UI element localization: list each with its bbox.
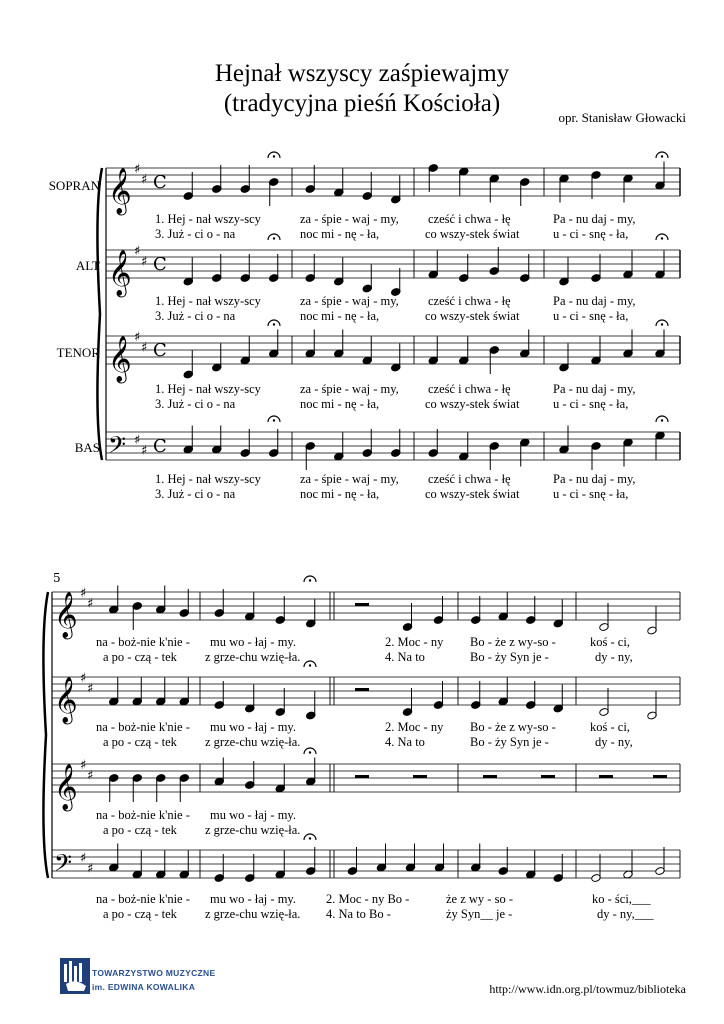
- lyric-s2-bass-v3-m5: dy - ny,___: [597, 907, 654, 921]
- lyric-s1-alto-v1-m1: 1. Hej - nał wszy-scy: [155, 294, 261, 308]
- half-rest-icon: [355, 603, 369, 606]
- lyric-s2-tenor-v3-m1: a po - czą - tek: [103, 823, 177, 837]
- lyric-s2-alto-v1-m5: koś - ci,: [590, 720, 630, 734]
- key-sharp-icon: ♯: [87, 681, 94, 697]
- measure-number: 5: [53, 571, 61, 585]
- lyric-s2-tenor-v1-m1: na - boż-nie k'nie -: [96, 808, 190, 822]
- title-line-1: Hejnał wszyscy zaśpiewajmy: [214, 60, 510, 87]
- key-sharp-icon: ♯: [87, 768, 94, 784]
- lyric-s1-alto-v1-m2: za - śpie - waj - my,: [300, 294, 399, 308]
- lyric-s1-tenor-v3-m3: co wszy-stek świat: [425, 397, 520, 411]
- lyric-s2-bass-v3-m1: a po - czą - tek: [103, 907, 177, 921]
- lyric-s2-soprano-v1-m3: 2. Moc - ny: [385, 635, 444, 649]
- lyric-s2-bass-v1-m4: że z wy - so -: [446, 892, 513, 906]
- lyric-s2-alto-v1-m4: Bo - że z wy-so -: [470, 720, 556, 734]
- lyric-s1-bass-v1-m4: Pa - nu daj - my,: [553, 472, 636, 486]
- lyric-s1-tenor-v1-m2: za - śpie - waj - my,: [300, 382, 399, 396]
- lyric-s2-bass-v3-m3: 4. Na to Bo -: [326, 907, 391, 921]
- lyric-s1-soprano-v1-m4: Pa - nu daj - my,: [553, 212, 636, 226]
- key-sharp-icon: ♯: [80, 671, 87, 686]
- lyric-s1-tenor-v3-m4: u - ci - snę - ła,: [553, 397, 629, 411]
- lyric-s2-alto-v3-m2: z grze-chu wzię-ła.: [205, 735, 301, 749]
- system-bracket: [43, 592, 48, 878]
- lyric-s1-soprano-v3-m1: 3. Już - ci o - na: [155, 227, 236, 241]
- key-sharp-icon: ♯: [87, 596, 94, 612]
- lyric-s2-soprano-v1-m5: koś - ci,: [590, 635, 630, 649]
- lyric-s2-soprano-v3-m2: z grze-chu wzię-ła.: [205, 650, 301, 664]
- time-signature: C: [153, 436, 167, 457]
- lyric-s1-alto-v3-m4: u - ci - snę - ła,: [553, 309, 629, 323]
- footer-url-link[interactable]: http://www.idn.org.pl/towmuz/biblioteka: [489, 982, 686, 996]
- organ-pipes-icon: [60, 958, 90, 994]
- lyric-s2-alto-v3-m1: a po - czą - tek: [103, 735, 177, 749]
- treble-clef-icon: 𝄞: [54, 592, 78, 638]
- lyric-s2-bass-v1-m1: na - boż-nie k'nie -: [96, 892, 190, 906]
- lyric-s2-soprano-v1-m1: na - boż-nie k'nie -: [96, 635, 190, 649]
- fermata-dot: [273, 155, 275, 157]
- treble-clef-icon: 𝄞: [108, 336, 132, 382]
- voice-label-bass: BAS: [74, 440, 100, 455]
- logo-line-2: im. EDWINA KOWALIKA: [92, 982, 196, 992]
- lyric-s2-bass-v1-m2: mu wo - łaj - my.: [210, 892, 296, 906]
- fermata-dot: [273, 419, 275, 421]
- key-sharp-icon: ♯: [134, 162, 141, 177]
- logo-line-1: TOWARZYSTWO MUZYCZNE: [92, 968, 216, 978]
- lyric-s2-soprano-v3-m1: a po - czą - tek: [103, 650, 177, 664]
- lyric-s1-bass-v3-m4: u - ci - snę - ła,: [553, 487, 629, 501]
- lyric-s1-tenor-v1-m3: cześć i chwa - łę: [428, 382, 511, 396]
- fermata-dot: [309, 579, 311, 581]
- lyric-s1-alto-v3-m3: co wszy-stek świat: [425, 309, 520, 323]
- lyric-s1-alto-v3-m2: noc mi - nę - ła,: [300, 309, 380, 323]
- lyric-s2-alto-v3-m4: Bo - ży Syn je -: [470, 735, 549, 749]
- lyric-s1-soprano-v3-m3: co wszy-stek świat: [425, 227, 520, 241]
- lyric-s1-alto-v1-m4: Pa - nu daj - my,: [553, 294, 636, 308]
- key-sharp-icon: ♯: [80, 586, 87, 601]
- bass-clef-icon: 𝄢: [54, 849, 73, 882]
- lyric-s1-soprano-v1-m2: za - śpie - waj - my,: [300, 212, 399, 226]
- lyric-s1-tenor-v1-m1: 1. Hej - nał wszy-scy: [155, 382, 261, 396]
- key-sharp-icon: ♯: [87, 861, 94, 877]
- key-sharp-icon: ♯: [141, 172, 148, 188]
- lyric-s2-tenor-v3-m2: z grze-chu wzię-ła.: [205, 823, 301, 837]
- lyric-s1-alto-v3-m1: 3. Już - ci o - na: [155, 309, 236, 323]
- fermata-dot: [273, 237, 275, 239]
- lyric-s2-soprano-v3-m3: 4. Na to: [385, 650, 425, 664]
- arranger-credit: opr. Stanisław Głowacki: [558, 110, 686, 125]
- publisher-logo[interactable]: [60, 958, 90, 994]
- voice-label-alto: ALT: [75, 258, 100, 273]
- lyric-s1-bass-v1-m2: za - śpie - waj - my,: [300, 472, 399, 486]
- lyric-s2-alto-v3-m5: dy - ny,: [595, 735, 633, 749]
- lyric-s2-tenor-v1-m2: mu wo - łaj - my.: [210, 808, 296, 822]
- lyric-s2-bass-v3-m4: ży Syn__ je -: [446, 907, 513, 921]
- time-signature: C: [153, 172, 167, 193]
- fermata-dot: [661, 155, 663, 157]
- lyric-s1-tenor-v3-m1: 3. Już - ci o - na: [155, 397, 236, 411]
- lyric-s2-alto-v1-m2: mu wo - łaj - my.: [210, 720, 296, 734]
- treble-clef-icon: 𝄞: [54, 764, 78, 810]
- title-line-2: (tradycyjna pieśń Kościoła): [223, 90, 501, 117]
- key-sharp-icon: ♯: [141, 254, 148, 270]
- half-rest-icon: [599, 775, 613, 778]
- time-signature: C: [153, 254, 167, 275]
- key-sharp-icon: ♯: [141, 340, 148, 356]
- half-rest-icon: [541, 775, 555, 778]
- treble-clef-icon: 𝄞: [108, 168, 132, 214]
- lyric-s1-bass-v1-m1: 1. Hej - nał wszy-scy: [155, 472, 261, 486]
- key-sharp-icon: ♯: [134, 433, 141, 448]
- lyric-s1-soprano-v3-m2: noc mi - nę - ła,: [300, 227, 380, 241]
- fermata-dot: [661, 419, 663, 421]
- key-sharp-icon: ♯: [141, 443, 148, 459]
- fermata-dot: [309, 664, 311, 666]
- lyric-s1-bass-v3-m2: noc mi - nę - ła,: [300, 487, 380, 501]
- lyric-s2-alto-v1-m1: na - boż-nie k'nie -: [96, 720, 190, 734]
- half-rest-icon: [355, 775, 369, 778]
- lyric-s1-bass-v1-m3: cześć i chwa - łę: [428, 472, 511, 486]
- half-rest-icon: [653, 775, 667, 778]
- voice-label-tenor: TENOR: [56, 345, 100, 360]
- fermata-dot: [661, 323, 663, 325]
- key-sharp-icon: ♯: [80, 851, 87, 866]
- lyric-s2-soprano-v3-m5: dy - ny,: [595, 650, 633, 664]
- fermata-dot: [309, 837, 311, 839]
- lyric-s1-soprano-v1-m3: cześć i chwa - łę: [428, 212, 511, 226]
- lyric-s1-soprano-v1-m1: 1. Hej - nał wszy-scy: [155, 212, 261, 226]
- fermata-dot: [273, 323, 275, 325]
- voice-label-soprano: SOPRAN: [48, 178, 100, 193]
- lyric-s1-soprano-v3-m4: u - ci - snę - ła,: [553, 227, 629, 241]
- system-bracket: [97, 168, 102, 460]
- lyric-s2-alto-v3-m3: 4. Na to: [385, 735, 425, 749]
- key-sharp-icon: ♯: [134, 330, 141, 345]
- lyric-s2-alto-v1-m3: 2. Moc - ny: [385, 720, 444, 734]
- lyric-s2-bass-v1-m5: ko - ści,___: [592, 892, 651, 906]
- key-sharp-icon: ♯: [134, 244, 141, 259]
- bass-clef-icon: 𝄢: [108, 431, 127, 464]
- lyric-s1-bass-v3-m1: 3. Już - ci o - na: [155, 487, 236, 501]
- lyric-s1-tenor-v3-m2: noc mi - nę - ła,: [300, 397, 380, 411]
- treble-clef-icon: 𝄞: [108, 250, 132, 296]
- half-rest-icon: [355, 688, 369, 691]
- fermata-dot: [661, 237, 663, 239]
- fermata-dot: [309, 751, 311, 753]
- time-signature: C: [153, 340, 167, 361]
- lyric-s1-tenor-v1-m4: Pa - nu daj - my,: [553, 382, 636, 396]
- lyric-s2-soprano-v3-m4: Bo - ży Syn je -: [470, 650, 549, 664]
- treble-clef-icon: 𝄞: [54, 677, 78, 723]
- half-rest-icon: [413, 775, 427, 778]
- half-rest-icon: [483, 775, 497, 778]
- lyric-s1-alto-v1-m3: cześć i chwa - łę: [428, 294, 511, 308]
- lyric-s1-bass-v3-m3: co wszy-stek świat: [425, 487, 520, 501]
- lyric-s2-soprano-v1-m4: Bo - że z wy-so -: [470, 635, 556, 649]
- lyric-s2-soprano-v1-m2: mu wo - łaj - my.: [210, 635, 296, 649]
- lyric-s2-bass-v1-m3: 2. Moc - ny Bo -: [326, 892, 410, 906]
- lyric-s2-bass-v3-m2: z grze-chu wzię-ła.: [205, 907, 301, 921]
- key-sharp-icon: ♯: [80, 758, 87, 773]
